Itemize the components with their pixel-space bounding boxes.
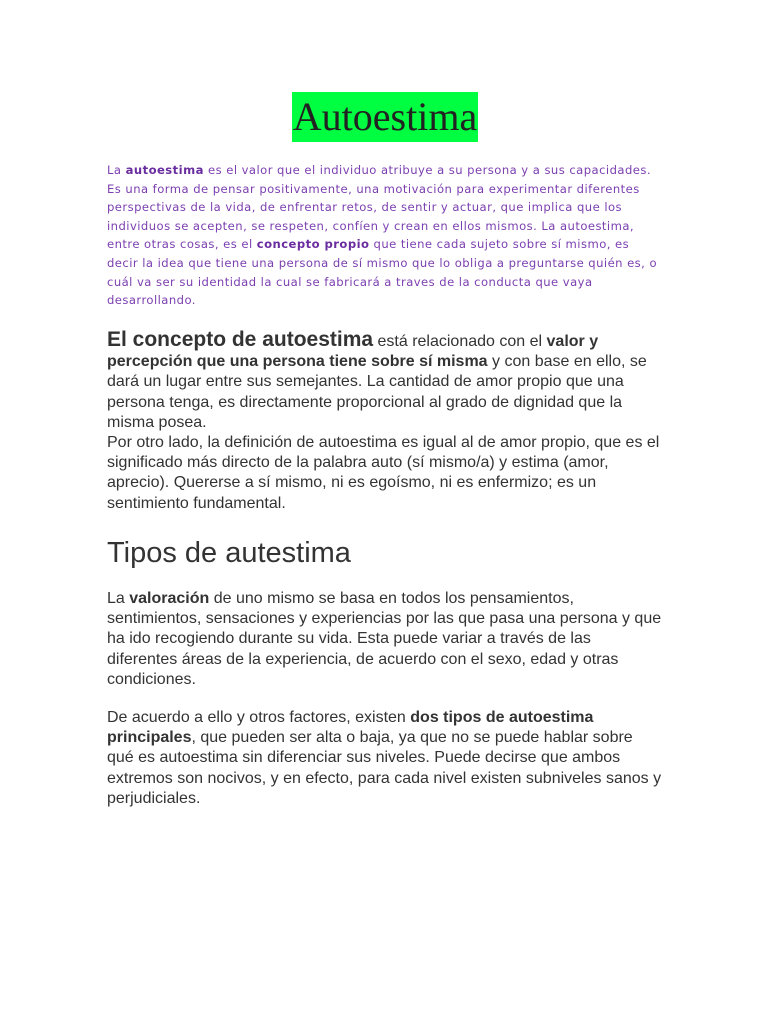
types-paragraph-1	[107, 589, 663, 690]
title-container	[107, 92, 663, 142]
types-p2-text-1: De acuerdo a ello y otros factores, existen	[107, 709, 411, 726]
intro-bold-autoestima: autoestima	[125, 163, 204, 177]
concept-paragraph-2: Por otro lado, la definición de autoestima es igual al de amor propio, que es el significado más directo de la palabra auto (sí mismo/a) y estima (amor, aprecio). Quererse a sí mismo, ni es egoísmo, ni es enfermizo; es un sentimiento fundamental.	[107, 434, 660, 512]
types-p1-text-1: La	[107, 590, 130, 607]
intro-text-2: es el valor que el individuo atribuye a su persona y a sus capacidades. Es una forma de pensar positivamente, una motivación para experimentar diferentes perspectivas de la vida, de enfrentar retos, de sentir y actuar, que implica que los individuos se acepten, se respeten, confíen y crean en ellos mismos. La autoestima, entre otras cosas, es el	[107, 163, 651, 252]
concept-lead-heading: El concepto de autoestima	[107, 328, 374, 351]
intro-text-3: que tiene cada sujeto sobre sí mismo, es decir la idea que tiene una persona de sí mismo que lo obliga a preguntarse quién es, o cuál va ser su identidad la cual se fabricará a traves de la conducta que vaya desarrollando.	[107, 237, 657, 308]
concept-text-1: está relacionado con el	[373, 333, 547, 350]
types-heading: Tipos de autestima	[107, 537, 351, 569]
concept-section	[107, 330, 663, 514]
concept-text-2: y con base en ello, se dará un lugar entre sus semejantes. La cantidad de amor propio que una persona tenga, es directamente proporcional al grado de dignidad que la misma posea.	[107, 353, 647, 431]
intro-text-1: La	[107, 163, 126, 177]
page-title: Autoestima	[292, 92, 478, 142]
intro-bold-concepto-propio: concepto propio	[256, 237, 370, 252]
concept-paragraph-1	[107, 330, 663, 433]
types-p2-bold-dos-tipos: dos tipos de autoestima principales	[107, 709, 594, 747]
types-p1-bold-valoracion: valoración	[129, 590, 210, 607]
concept-bold-valor: valor y percepción que una persona tiene sobre sí misma	[107, 333, 599, 371]
intro-paragraph	[107, 161, 663, 310]
types-paragraph-2	[107, 708, 663, 809]
types-p2-text-2: , que pueden ser alta o baja, ya que no se puede hablar sobre qué es autoestima sin diferenciar sus niveles. Puede decirse que ambos extremos son nocivos, y en efecto, para cada nivel existen subniveles sanos y perjudiciales.	[107, 729, 662, 807]
types-p1-text-2: de uno mismo se basa en todos los pensamientos, sentimientos, sensaciones y experiencias por las que pasa una persona y que ha ido recogiendo durante su vida. Esta puede variar a través de las diferentes áreas de la experiencia, de acuerdo con el sexo, edad y otras condiciones.	[107, 590, 662, 688]
